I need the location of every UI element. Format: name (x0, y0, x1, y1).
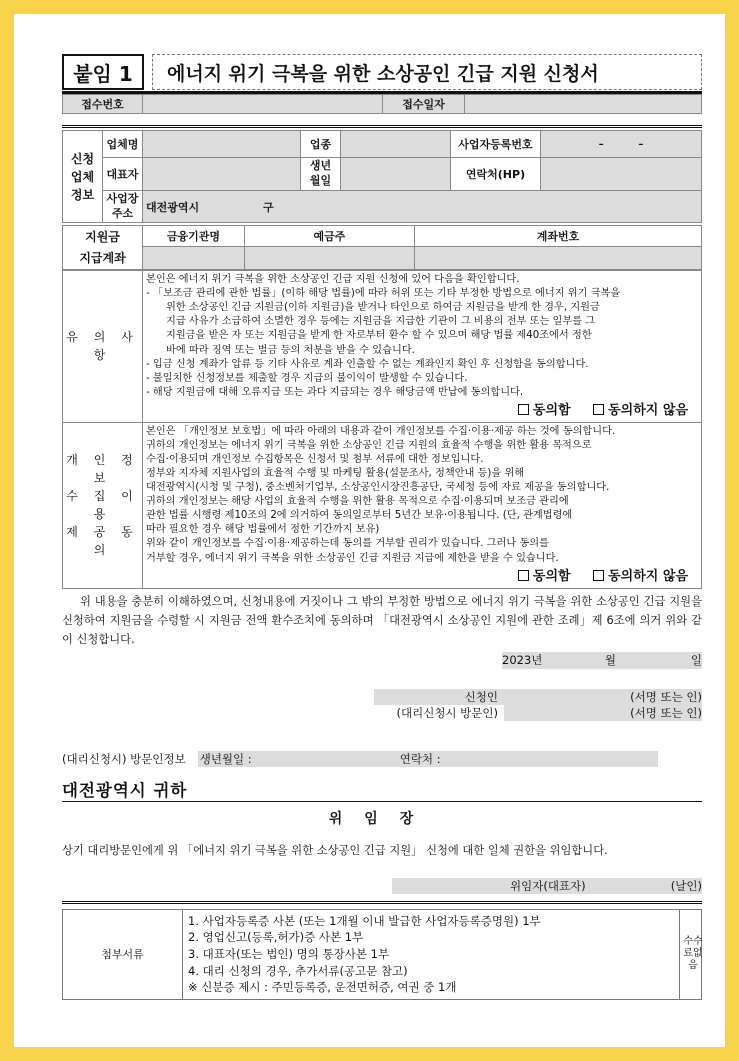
attachment-item: 1. 사업자등록증 사본 (또는 1개월 이내 발급한 사업자등록증명원) 1부 (188, 913, 541, 928)
attachments-table (62, 909, 702, 1000)
biz-reg-no-label: 사업자등록번호 (451, 131, 541, 158)
proxy-sign-label: (대리신청시 방문인) (396, 705, 498, 720)
notice-agree-option[interactable]: 동의함 (518, 403, 571, 418)
notice-content (143, 271, 702, 423)
applicant-table (62, 130, 702, 223)
notice-disagree-option[interactable]: 동의하지 않음 (593, 403, 688, 418)
proxy-sign-field[interactable] (504, 705, 614, 721)
receipt-table (62, 94, 702, 114)
receipt-number-label: 접수번호 (63, 95, 143, 114)
privacy-line-9: 위와 같이 개인정보를 수집·이용·제공하는데 동의를 거부할 권리가 있습니다. 그러나 동의를 (146, 538, 549, 550)
privacy-line-7: 관한 법률 시행령 제10조의 2에 의거하여 동의일로부터 5년간 보유·이용됩니다. (단, 관계법령에 (146, 510, 573, 522)
addr-gu: 구 (262, 200, 274, 214)
addr-label: 사업장 주소 (103, 190, 143, 223)
notice-item-1e: 바에 따라 징역 또는 벌금 등의 처분을 받을 수 있습니다. (166, 344, 415, 356)
applicant-seal-text: (서명 또는 인) (614, 689, 702, 705)
holder-field[interactable] (245, 247, 415, 270)
holder-label: 예금주 (245, 226, 415, 247)
privacy-line-5: 대전광역시(시청 및 구청), 중소벤처기업부, 소상공인시장진흥공단, 국세청 등에 자료 제공을 동의합니다. (146, 482, 610, 494)
addr-city: 대전광역시 (146, 200, 200, 214)
rep-field[interactable] (143, 158, 301, 191)
privacy-line-3: 수집·이용되며 개인정보 수집항목은 신청서 및 첨부 서류에 대한 정보입니다. (146, 453, 484, 465)
addressee-rule (62, 801, 702, 802)
addressee: 대전광역시 귀하 (62, 780, 188, 800)
form-page (14, 14, 725, 1047)
fee-text: 수수료없음 (683, 936, 703, 972)
account-table (62, 225, 702, 270)
biz-name-label: 업체명 (103, 131, 143, 158)
privacy-side-label: 개 인 정 보 수 집 이 용 제 공 동 의 (63, 422, 143, 588)
privacy-line-4: 정부와 지자체 지원사업의 효율적 수행 및 마케팅 활용(설문조사, 정책안내 등)을 위해 (146, 468, 525, 480)
privacy-agree-option[interactable]: 동의함 (518, 569, 571, 584)
form-body (62, 54, 702, 1000)
phone-field[interactable] (541, 158, 702, 191)
delegation-text: 상기 대리방문인에게 위 「에너지 위기 극복을 위한 소상공인 긴급 지원」 신청에 대한 일체 권한을 위임합니다. (62, 843, 608, 857)
checkbox-icon[interactable] (518, 570, 529, 581)
birth-field[interactable] (341, 158, 451, 191)
notice-item-3: - 불일치한 신청정보를 제출할 경우 지급의 불이익이 발생할 수 있습니다. (146, 372, 468, 384)
notice-item-1b: 위한 소상공인 긴급 지원금(이하 지원금)을 받거나 타인으로 하여금 지원금을 받게 한 경우, 지원금 (166, 302, 600, 314)
phone-label: 연락처(HP) (451, 158, 541, 191)
visitor-birth-field[interactable]: 생년월일 : (198, 751, 398, 767)
form-header (62, 54, 702, 90)
bank-field[interactable] (143, 247, 245, 270)
biz-reg-no-field[interactable]: – – (541, 131, 702, 158)
attachment-divider (62, 894, 702, 904)
birth-label: 생년 월일 (301, 158, 341, 191)
application-date (62, 652, 702, 669)
bank-label: 금융기관명 (143, 226, 245, 247)
notice-item-4: - 해당 지원금에 대해 오류지급 또는 과다 지급되는 경우 해당금액 반납에 동의합니다. (146, 386, 524, 398)
signature-block (62, 689, 702, 721)
checkbox-icon[interactable] (593, 570, 604, 581)
industry-field[interactable] (341, 131, 451, 158)
addr-field[interactable] (143, 190, 702, 223)
account-group-label: 지원금 지급계좌 (63, 226, 143, 270)
notice-consent-options (146, 402, 698, 420)
notice-intro: 본인은 에너지 위기 극복을 위한 소상공인 긴급 지원 신청에 있어 다음을 확인합니다. (146, 274, 520, 286)
applicant-sign-label: 신청인 (374, 689, 504, 705)
notice-item-1a: - 「보조금 관리에 관한 법률」(이하 해당 법률)에 따라 허위 또는 기타 부정한 방법으로 에너지 위기 극복을 (146, 288, 621, 300)
proxy-seal-text: (서명 또는 인) (614, 705, 702, 721)
attachment-note: ※ 신분증 제시 : 주민등록증, 운전면허증, 여권 중 1개 (188, 980, 457, 995)
privacy-line-10: 거부할 경우, 에너지 위기 극복을 위한 소상공인 긴급 지원금 지급에 제한을 받을 수 있습니다. (146, 552, 559, 564)
receipt-date-label: 접수일자 (383, 95, 465, 114)
attachments-label: 첨부서류 (63, 909, 183, 999)
date-month[interactable]: 월 (552, 652, 622, 669)
delegation-title: 위임장 (328, 810, 436, 827)
attachments-list (183, 909, 680, 999)
privacy-line-6: 귀하의 개인정보는 해당 사업의 효율적 수행을 위한 활용 목적으로 수집·이용되며 보조금 관리에 (146, 496, 569, 508)
notice-item-2: - 입금 신청 계좌가 압류 등 기타 사유로 계좌 인출할 수 없는 계좌인지 확인 후 신청함을 동의합니다. (146, 358, 589, 370)
notice-item-1d: 지원금을 받은 자 또는 지원금을 받게 한 자로부터 환수 할 수 있으며 해당 법률 제40조에서 정한 (166, 330, 592, 342)
visitor-info (62, 751, 702, 767)
delegator-seal[interactable]: (날인) (652, 878, 702, 894)
receipt-date-field[interactable] (465, 95, 702, 114)
privacy-disagree-option[interactable]: 동의하지 않음 (593, 569, 688, 584)
account-no-field[interactable] (415, 247, 702, 270)
privacy-line-8: 따라 필요한 경우 해당 법률에서 정한 기간까지 보유) (146, 524, 380, 536)
visitor-label: (대리신청시) 방문인정보 (62, 751, 186, 766)
checkbox-icon[interactable] (518, 404, 529, 415)
declaration-text: 위 내용을 충분히 이해하였으며, 신청내용에 거짓이나 그 밖의 부정한 방법으로 에너지 위기 극복을 위한 소상공인 긴급 지원을 신청하여 지원금을 수령할 시 지원금 전액 환수조치에 동의하며 「대전광역시 소상공인 지원에 관한 조례」제 6조에 의거 위와 같이 신청합니다. (62, 594, 702, 647)
privacy-consent-options (146, 568, 698, 586)
checkbox-icon[interactable] (593, 404, 604, 415)
attachment-item: 3. 대표자(또는 법인) 명의 통장사본 1부 (188, 947, 390, 962)
rep-label: 대표자 (103, 158, 143, 191)
section-divider (62, 114, 702, 128)
date-day[interactable]: 일 (622, 652, 702, 669)
privacy-line-1: 본인은 「개인정보 보호법」에 따라 아래의 내용과 같이 개인정보를 수집·이용·제공 하는 것에 동의합니다. (146, 425, 616, 437)
privacy-content (143, 422, 702, 588)
industry-label: 업종 (301, 131, 341, 158)
form-title: 에너지 위기 극복을 위한 소상공인 긴급 지원 신청서 (152, 54, 702, 90)
biz-name-field[interactable] (143, 131, 301, 158)
delegator-label: 위임자(대표자) (392, 878, 652, 894)
fee-cell (680, 909, 702, 999)
attachment-tag: 붙임 1 (62, 54, 144, 90)
notice-side-label: 유 의 사 항 (63, 271, 143, 423)
visitor-contact-field[interactable]: 연락처 : (398, 751, 658, 767)
privacy-line-2: 귀하의 개인정보는 에너지 위기 극복을 위한 소상공인 긴급 지원의 효율적 수행을 위한 활용 목적으로 (146, 439, 592, 451)
consent-table (62, 270, 702, 588)
date-year[interactable]: 2023년 (502, 652, 552, 669)
applicant-group-label: 신청 업체 정보 (63, 131, 103, 223)
account-no-label: 계좌번호 (415, 226, 702, 247)
applicant-sign-field[interactable] (504, 689, 614, 705)
attachment-item: 4. 대리 신청의 경우, 추가서류(공고문 참고) (188, 963, 408, 978)
attachment-item: 2. 영업신고(등록,허가)증 사본 1부 (188, 930, 364, 945)
delegator-signature (62, 878, 702, 894)
receipt-number-field[interactable] (143, 95, 383, 114)
notice-item-1c: 지급 사유가 소급하여 소멸한 경우 등에는 지원금을 지급한 기관이 그 비용의 전부 또는 일부를 그 (166, 316, 596, 328)
